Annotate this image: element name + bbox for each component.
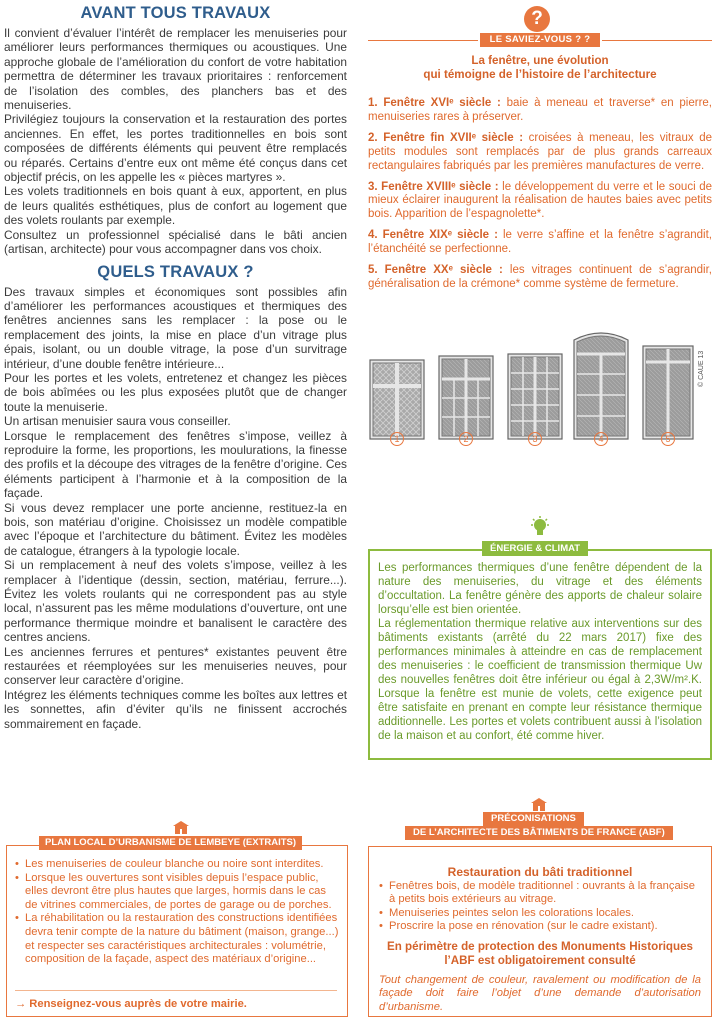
town-hall-icon [172,820,190,834]
paragraph: Si un remplacement à neuf des volets s’impose, veillez à les remplacer à l’identique (dessin, section, matériau, ferrure...). Évitez les volets roulants qui ne correspondent pas au style local, n’assurent pas les même modulations d’ouverture, ont une performance thermique moindre et banalisent le caractère des centres anciens. [4,558,347,645]
paragraph: Privilégiez toujours la conservation et la restauration des portes anciennes. En effet, les portes traditionnelles en bois sont composées de différents éléments qui peuvent être remplacés ou réparés. Certains d’entre eux ont même été conçus dans cet objectif précis, on les appelle les « pièces martyres ». [4,112,347,185]
list-item: 5. Fenêtre XXᵉ siècle : les vitrages continuent de s’agrandir, généralisation de la crémone* comme système de fermeture. [368,264,712,290]
plu-list [15,858,339,967]
plu-box [6,845,348,1017]
window-number: 4 [594,432,608,446]
abf-title: Restauration du bâti traditionnel [447,865,633,879]
window-5 [643,346,693,439]
paragraph: Pour les portes et les volets, entretenez et changez les pièces de bois abîmées ou les plus exposées plutôt que de changer toute la menuiserie. [4,370,347,414]
abf-monuments-notice: En périmètre de protection des Monuments Historiques l’ABF est obligatoirement consulté [387,939,693,967]
paragraph: Les volets traditionnels en bois quant à eux, apportent, en plus de leurs qualités esthétiques, plus de confort au logement que des volets roulants par exemple. [4,184,347,228]
window-number: 5 [661,432,675,446]
divider [368,40,478,41]
saviez-vous-title: La fenêtre, une évolution qui témoigne de l’histoire de l’architecture [423,54,657,81]
divider [15,990,337,991]
abf-list [379,880,701,934]
window-3 [508,354,562,439]
paragraph: Si vous devez remplacer une porte ancienne, restituez-la en bois, son matériau d’origine. Choisissez un modèle compatible avec l’époque et l’architecture du bâtiment. Évitez les modèles de catalogue, étrangers à la typologie locale. [4,500,347,558]
paragraph: Consultez un professionnel spécialisé dans le bâti ancien (artisan, architecte) pour vous accompagner dans vos choix. [4,227,347,257]
left-column [4,4,347,731]
paragraph: Un artisan menuisier saura vous conseiller. [4,414,231,429]
plu-tag: PLAN LOCAL D’URBANISME DE LEMBEYE (EXTRAITS) [39,836,302,850]
monument-icon [530,797,548,811]
window-4 [574,333,628,439]
paragraph: Il convient d’évaluer l’intérêt de remplacer les menuiseries pour améliorer leurs performances thermiques ou acoustiques. Une approche globale de l’amélioration du confort de votre habitation permettra de déterminer les travaux prioritaires : renforcement de l’isolation des combles, des planchers bas et des menuiseries. [4,26,347,113]
paragraph: Lorsque le remplacement des fenêtres s’impose, veillez à reproduire la forme, les proportions, les moulurations, la finesse des profils et la découpe des vitrages de la fenêtre d’origine. Ces éléments participent à l’harmonie et à la composition de la façade. [4,428,347,501]
list-item: 2. Fenêtre fin XVIIᵉ siècle : croisées à meneau, les vitraux de petits modules sont remplacés par de plus grands carreaux rectangulaires fabriqués par les premières manufactures de verre. [368,131,712,172]
question-mark-icon: ? [524,6,550,32]
paragraph: Des travaux simples et économiques sont possibles afin d’améliorer les performances acoustiques et thermiques des fenêtres anciennes sans les remplacer : la pose ou le remplacement des joints, la mise en place d’un vitrage plus épais, isolant, ou un double vitrage, la pose d’un survitrage intérieur, d’une double fenêtre intérieure... [4,284,347,371]
paragraph: Les performances thermiques d’une fenêtre dépendent de la nature des menuiseries, du vitrage et des éléments d’occultation. La fenêtre génère des apports de chaleur solaire lorsqu’elle est bien orientée. [378,562,702,616]
abf-tag-preconisations: PRÉCONISATIONS [483,812,584,826]
paragraph: Intégrez les éléments techniques comme les boîtes aux lettres et les sonnettes, afin d’éviter qu’ils ne finissent accrochés sommairement en façade. [4,687,347,731]
windows-illustration [368,324,712,444]
section-title-avant-travaux: AVANT TOUS TRAVAUX [80,4,271,22]
list-item: • Lorsque les ouvertures sont visibles depuis l’espace public, elles devront être plus hautes que larges, hormis dans le cas de vitrines commerciales, de portes de garage ou de porches. [15,872,339,913]
window-1 [370,360,424,439]
image-credit: © CAUE 13 [698,350,705,387]
paragraph: Les anciennes ferrures et pentures* existantes peuvent être restaurées et réemployées sur les menuiseries neuves, pour conserver leur caractère d’origine. [4,644,347,688]
section-title-quels-travaux: QUELS TRAVAUX ? [97,262,254,281]
window-number: 3 [528,432,542,446]
list-item: • Les menuiseries de couleur blanche ou noire sont interdites. [15,858,339,872]
list-item: • Menuiseries peintes selon les colorations locales. [379,907,701,920]
list-item: 4. Fenêtre XIXᵉ siècle : le verre s’affine et la fenêtre s’agrandit, l’étanchéité se perfectionne. [368,229,712,256]
plu-footer: → Renseignez-vous auprès de votre mairie. [15,998,247,1010]
window-history-list [368,97,712,299]
divider [602,40,712,41]
window-number: 1 [390,432,404,446]
energie-climat-tag: ÉNERGIE & CLIMAT [482,541,588,556]
list-item: • Fenêtres bois, de modèle traditionnel : ouvrants à la française à petits bois extérieurs au vitrage. [379,880,701,907]
list-item: 3. Fenêtre XVIIIᵉ siècle : le développement du verre et le souci de mieux éclairer inaugurent la réalisation de hautes baies avec petits bois. Apparition de l’espagnolette*. [368,180,713,221]
paragraph: La réglementation thermique relative aux interventions sur des bâtiments existants (arrêté du 22 mars 2017) fixe des performances minimales à atteindre en cas de remplacement des menuiseries : le coefficient de transmission thermique Uw des nouvelles fenêtres doit être inférieur ou égal à 2,3W/m².K. Lorsque la fenêtre est munie de volets, cette exigence peut être satisfaite en prenant en compte leur résistance thermique additionnelle. Les portes et volets contribuent aussi à l’isolation de la maison et au confort, été comme hiver. [378,618,702,742]
energie-climat-box [368,549,712,760]
lightbulb-icon [529,516,551,538]
window-number: 2 [459,432,473,446]
window-2 [439,356,493,439]
abf-box [368,846,712,1017]
list-item: 1. Fenêtre XVIᵉ siècle : baie à meneau et traverse* en pierre, menuiseries rares à préserver. [368,97,712,123]
saviez-vous-tag: LE SAVIEZ-VOUS ? ? [480,33,600,47]
list-item: • La réhabilitation ou la restauration des constructions identifiées devra tenir compte de la nature du bâtiment (maison, grange...) et respecter ses caractéristiques architecturales : volumétrie, composition de la façade, aspect des matériaux d’origine... [15,912,339,966]
abf-note: Tout changement de couleur, ravalement ou modification de la façade doit faire l’objet d’une demande d’autorisation d’urbanisme. [379,973,701,1013]
abf-tag-architecte: DE L’ARCHITECTE DES BÂTIMENTS DE FRANCE (ABF) [405,826,673,840]
list-item: • Proscrire la pose en rénovation (sur le cadre existant). [379,920,701,933]
